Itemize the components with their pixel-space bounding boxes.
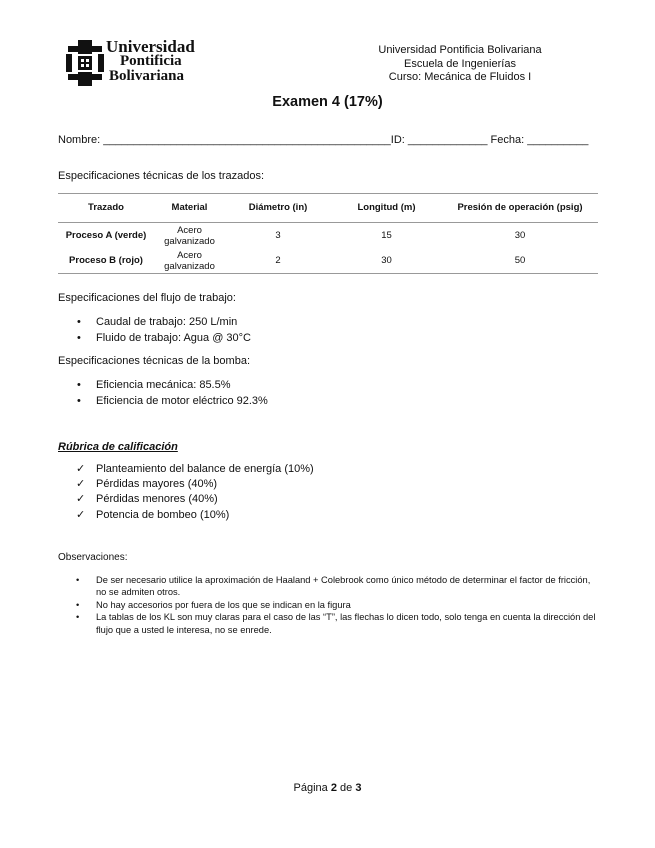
pump-specs-title: Especificaciones técnicas de la bomba: <box>58 355 250 367</box>
page-total: 3 <box>355 782 362 794</box>
table-cell: 3 <box>275 230 281 241</box>
date-field[interactable]: __________ <box>527 134 589 146</box>
exam-title: Examen 4 (17%) <box>272 94 383 110</box>
list-item: • Eficiencia de motor eléctrico 92.3% <box>58 394 268 410</box>
rubric-list <box>58 462 314 523</box>
table-cell: Acero galvanizado <box>154 248 225 274</box>
logo-line-2: Pontificia <box>120 53 182 69</box>
list-item: • La tablas de los KL son muy claras para el caso de las “T”, las flechas lo dicen todo, solo tenga en cuenta la dirección del flujo que a usted le interesa, no se enrede. <box>76 612 596 635</box>
name-label: Nombre: <box>58 134 101 146</box>
checkmark-icon: ✓ <box>76 508 86 521</box>
header-longitud: Longitud (m) <box>331 194 442 223</box>
page-number <box>0 782 655 794</box>
list-item: • Eficiencia mecánica: 85.5% <box>58 378 268 394</box>
student-fields <box>58 134 598 146</box>
table-row <box>58 223 598 249</box>
checkmark-icon: ✓ <box>76 478 86 491</box>
bullet-icon: • <box>76 599 80 610</box>
table-cell: Proceso A (verde) <box>65 230 147 241</box>
bullet-icon: • <box>76 612 80 623</box>
header-presion: Presión de operación (psig) <box>442 194 598 223</box>
logo-line-1: Universidad <box>106 37 195 56</box>
rubric-title: Rúbrica de calificación <box>58 441 178 453</box>
list-item: • No hay accesorios por fuera de los que se indican en la figura <box>76 599 351 610</box>
table-cell: 30 <box>514 230 526 241</box>
list-item: • De ser necesario utilice la aproximación de Haaland + Colebrook como único método de determinar el factor de fricción, no se admiten otros. <box>76 575 591 598</box>
page-word: Página <box>293 782 328 794</box>
list-item: ✓ Pérdidas menores (40%) <box>58 492 314 507</box>
table-cell: 15 <box>381 230 392 241</box>
id-label: ID: <box>390 134 405 146</box>
institution-info <box>330 44 590 85</box>
university-crest-icon <box>66 38 104 88</box>
header-material: Material <box>154 194 225 223</box>
observations-list <box>58 574 603 636</box>
table-cell: Acero galvanizado <box>164 224 215 247</box>
piping-specs-table <box>58 193 598 274</box>
id-field[interactable]: _____________ <box>407 134 488 146</box>
list-item: • Fluido de trabajo: Agua @ 30°C <box>58 331 251 347</box>
flow-specs-list <box>58 315 251 346</box>
university-name: Universidad Pontificia Bolivariana <box>378 44 542 56</box>
list-item: ✓ Potencia de bombeo (10%) <box>58 508 314 523</box>
checkmark-icon: ✓ <box>76 463 86 475</box>
list-item: • Caudal de trabajo: 250 L/min <box>58 315 251 331</box>
bullet-icon: • <box>77 331 81 344</box>
course-name: Curso: Mecánica de Fluidos I <box>388 71 532 83</box>
bullet-icon: • <box>77 316 81 328</box>
bullet-icon: • <box>77 394 81 407</box>
observations-title: Observaciones: <box>58 552 128 563</box>
table-cell: Proceso B (rojo) <box>58 248 154 274</box>
page-current: 2 <box>330 782 337 794</box>
header-diametro: Diámetro (in) <box>225 194 331 223</box>
school-name: Escuela de Ingenierías <box>404 57 516 70</box>
logo-line-3: Bolivariana <box>109 68 185 84</box>
flow-specs-title: Especificaciones del flujo de trabajo: <box>58 292 236 304</box>
checkmark-icon: ✓ <box>76 493 86 506</box>
date-label: Fecha: <box>490 134 525 146</box>
pump-specs-list <box>58 378 268 409</box>
table-header-row <box>58 194 598 223</box>
table-cell: 30 <box>331 248 442 274</box>
bullet-icon: • <box>77 379 81 391</box>
table-cell: 50 <box>442 248 598 274</box>
name-field[interactable]: _______________________________________________ <box>103 134 391 146</box>
of-word: de <box>340 782 353 794</box>
table-row <box>58 248 598 274</box>
university-logo <box>66 38 206 90</box>
list-item: ✓ Planteamiento del balance de energía (10%) <box>58 462 314 477</box>
table-cell: 2 <box>225 248 331 274</box>
specs-title: Especificaciones técnicas de los trazados: <box>58 170 265 182</box>
header-trazado: Trazado <box>58 194 154 223</box>
list-item: ✓ Pérdidas mayores (40%) <box>58 477 314 492</box>
logo-wordmark <box>106 39 195 84</box>
bullet-icon: • <box>76 575 80 585</box>
